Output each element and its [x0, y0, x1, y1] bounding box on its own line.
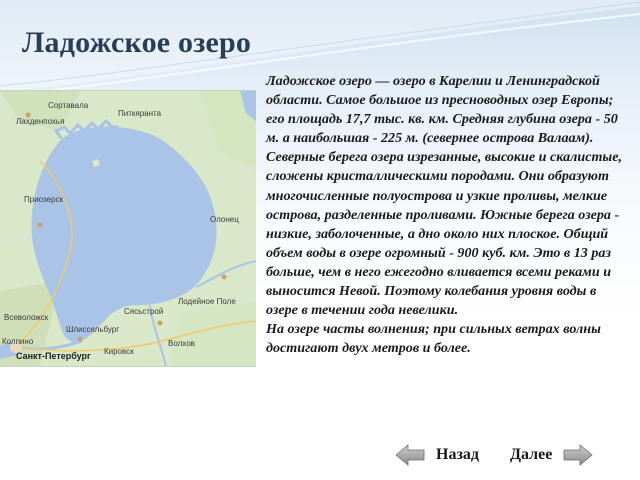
arrow-right-icon — [562, 443, 594, 467]
lake-map — [0, 90, 256, 367]
map-place-label: Сясьстрой — [124, 307, 164, 316]
map-place-label: Олонец — [210, 215, 239, 224]
slide-title: Ладожское озеро — [22, 26, 252, 59]
arrow-left-icon — [394, 443, 426, 467]
back-button[interactable] — [394, 442, 479, 468]
next-button[interactable] — [510, 442, 594, 468]
map-place-label: Всеволожск — [4, 313, 49, 322]
lake-map-graphic — [0, 91, 256, 366]
map-place-label: Волхов — [168, 339, 195, 348]
map-place-label: Питкяранта — [118, 109, 162, 118]
map-place-label: Приозерск — [24, 195, 64, 204]
map-place-label: Лодейное Поле — [178, 297, 236, 306]
back-button-label: Назад — [436, 446, 479, 463]
paragraph-waves: На озере часты волнения; при сильных ветрах волны достигают двух метров и более. — [266, 321, 601, 357]
map-place-label: Кировск — [104, 347, 134, 356]
next-button-label: Далее — [510, 446, 553, 463]
map-city-label: Санкт-Петербург — [16, 351, 91, 361]
map-place-label: Шлиссельбург — [66, 325, 120, 334]
paragraph-main: Ладожское озеро — озеро в Карелии и Ленинградской области. Самое большое из пресноводных озер Европы; его площадь 17,7 тыс. кв. км. Средняя глубина озера - 50 м. а наибольшая - 225 м. (севернее острова Валаам). Северные берега озера изрезанные, высокие и скалистые, сложены кристаллическими породами. Они образуют многочисленные полуострова и узкие проливы, мелкие острова, разделенные проливами. Южные берега озера - низкие, заболоченные, а дно около них плоское. Общий объем воды в озере огромный - 900 куб. км. Это в 13 раз больше, чем в него ежегодно вливается всеми реками и выносится Невой. Поэтому колебания уровня воды в озере в течении года невелики. — [266, 73, 622, 319]
map-place-label: Лахденпохья — [16, 117, 65, 126]
map-place-label: Колпино — [2, 337, 34, 346]
map-place-label: Сортавала — [48, 101, 89, 110]
body-text — [266, 72, 628, 358]
